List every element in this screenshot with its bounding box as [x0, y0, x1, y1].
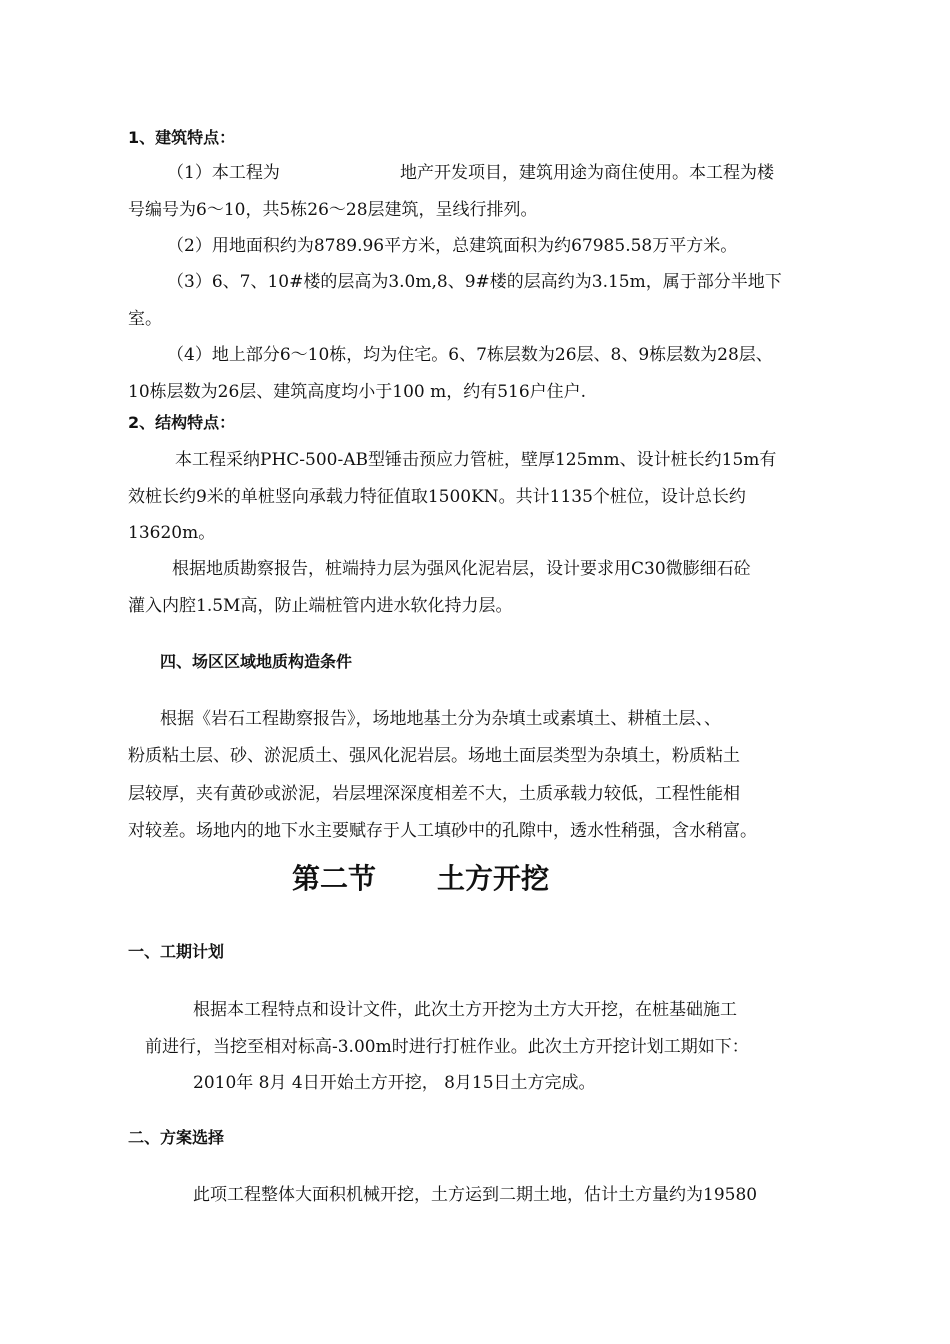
building-p2: （2）用地面积约为8789.96平方米，总建筑面积为约67985.58万平方米。 — [167, 236, 738, 256]
structure-features-heading: 2、结构特点： — [128, 413, 236, 432]
section-title-number: 第二节 — [292, 862, 377, 895]
building-p1-line2: 号编号为6～10，共5栋26～28层建筑，呈线行排列。 — [128, 200, 538, 220]
geology-line2: 粉质粘土层、砂、淤泥质土、强风化泥岩层。场地土面层类型为杂填土，粉质粘土 — [128, 746, 740, 766]
structure-p1-line3: 13620m。 — [128, 523, 216, 543]
geology-heading: 四、场区区域地质构造条件 — [160, 652, 353, 671]
building-p1-line1a: （1）本工程为 — [167, 163, 280, 183]
schedule-heading: 一、工期计划 — [128, 942, 225, 961]
section-title-name: 土方开挖 — [437, 862, 550, 895]
building-p1-line1b: 地产开发项目，建筑用途为商住使用。本工程为楼 — [400, 163, 774, 183]
structure-p2-line1: 根据地质勘察报告，桩端持力层为强风化泥岩层，设计要求用C30微膨细石砼 — [172, 559, 751, 579]
building-p4-line1: （4）地上部分6～10栋，均为住宅。6、7栋层数为26层、8、9栋层数为28层、 — [167, 345, 773, 365]
building-p3-line1: （3）6、7、10#楼的层高为3.0m,8、9#楼的层高约为3.15m，属于部分半地下 — [167, 272, 782, 292]
plan-heading: 二、方案选择 — [128, 1128, 225, 1147]
building-p3-line2: 室。 — [128, 309, 162, 329]
plan-line1: 此项工程整体大面积机械开挖，土方运到二期土地，估计土方量约为19580 — [193, 1185, 758, 1205]
geology-line1: 根据《岩石工程勘察报告》，场地地基土分为杂填土或素填土、耕植土层、、 — [160, 709, 721, 729]
building-features-heading: 1、建筑特点： — [128, 128, 236, 147]
schedule-line2: 前进行，当挖至相对标高-3.00m时进行打桩作业。此次土方开挖计划工期如下： — [145, 1037, 749, 1057]
geology-line3: 层较厚，夹有黄砂或淤泥，岩层埋深深度相差不大，土质承载力较低，工程性能相 — [128, 784, 740, 804]
building-p4-line2: 10栋层数为26层、建筑高度均小于100 m，约有516户住户. — [128, 382, 587, 402]
schedule-line1: 根据本工程特点和设计文件，此次土方开挖为土方大开挖，在桩基础施工 — [193, 1000, 737, 1020]
geology-line4: 对较差。场地内的地下水主要赋存于人工填砂中的孔隙中，透水性稍强，含水稍富。 — [128, 821, 757, 841]
schedule-line3: 2010年 8月 4日开始土方开挖， 8月15日土方完成。 — [193, 1073, 596, 1093]
structure-p1-line2: 效桩长约9米的单桩竖向承载力特征值取1500KN。共计1135个桩位，设计总长约 — [128, 487, 746, 507]
structure-p1-line1: 本工程采纳PHC-500-AB型锤击预应力管桩，壁厚125mm、设计桩长约15m有 — [175, 450, 777, 470]
structure-p2-line2: 灌入内腔1.5M高，防止端桩管内进水软化持力层。 — [128, 596, 513, 616]
